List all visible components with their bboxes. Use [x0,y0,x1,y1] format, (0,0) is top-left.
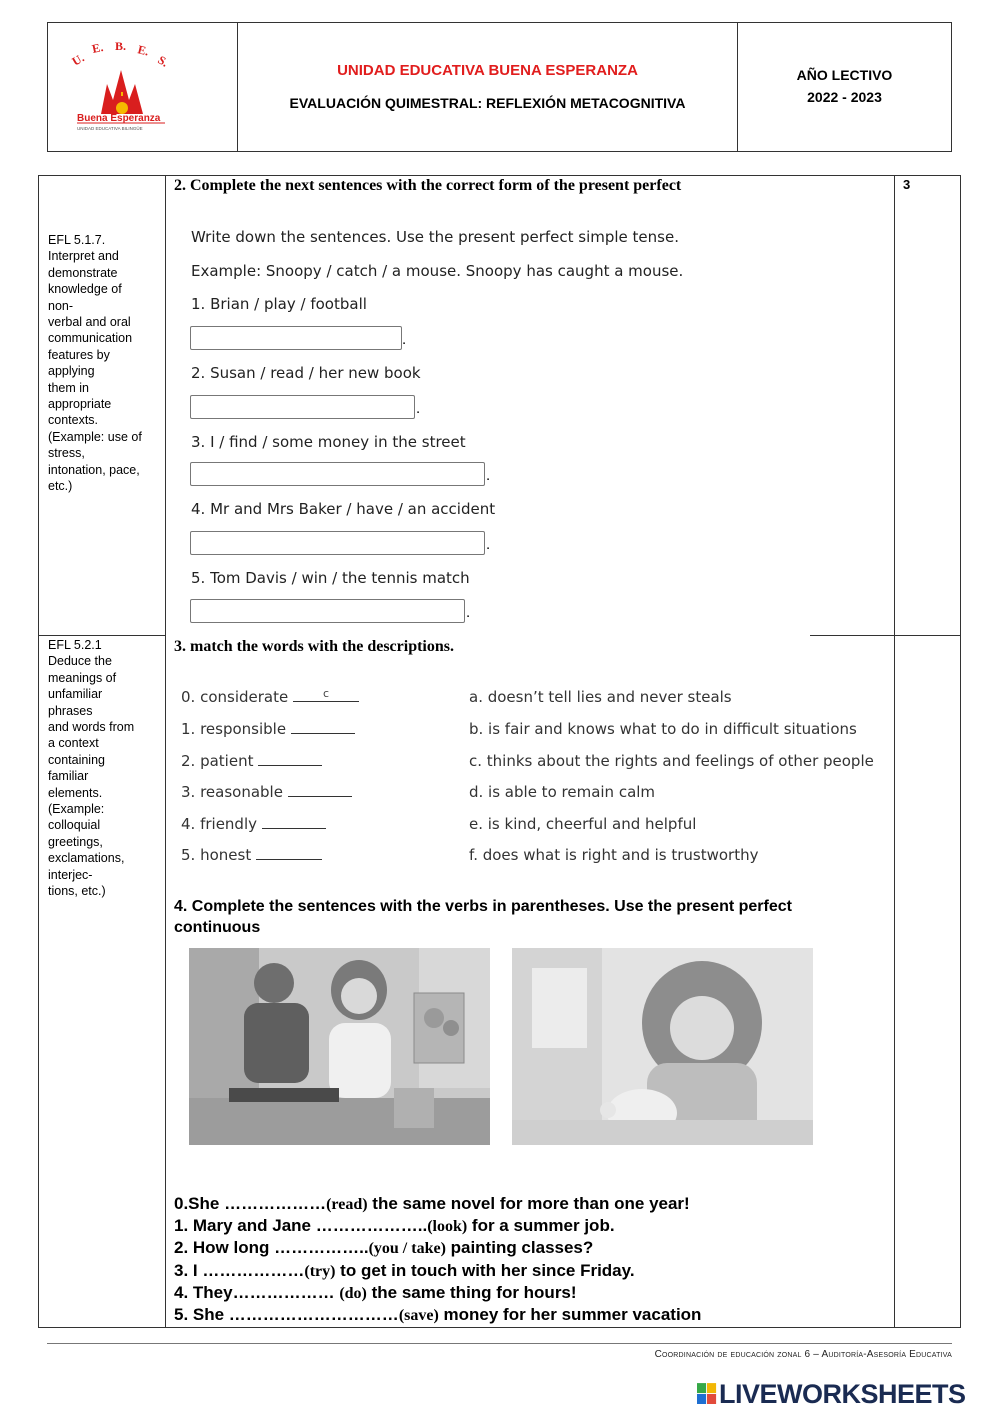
answer-input-5[interactable] [190,599,465,623]
prompt-3: 3. I / find / some money in the street [191,433,466,451]
word-2: 2. patient [181,752,322,770]
liveworksheets-text: LIVEWORKSHEETS [719,1378,966,1409]
school-name: UNIDAD EDUCATIVA BUENA ESPERANZA [337,62,638,79]
score-col-divider [894,175,895,636]
footer-divider [47,1343,952,1344]
year-range: 2022 - 2023 [807,89,882,105]
skill-1: EFL 5.1.7. Interpret and demonstrate knowledge of non- verbal and oral communication features by applying them in appropriate contexts. (Example: use of stress, intonation, pace, etc.) [48,233,142,494]
description-d: d. is able to remain calm [469,783,656,801]
svg-text:B.: B. [115,39,127,53]
table-col-divider [165,175,166,1328]
row-divider-right [810,635,961,636]
answer-0[interactable]: c [322,687,330,700]
description-b: b. is fair and knows what to do in difficult situations [469,720,857,738]
description-e: e. is kind, cheerful and helpful [469,815,697,833]
sentence-1: 1. Mary and Jane ………………..(look) for a summer job. [174,1216,615,1235]
svg-text:UNIDAD EDUCATIVA BILINGÜE: UNIDAD EDUCATIVA BILINGÜE [77,126,143,131]
prompt-2: 2. Susan / read / her new book [191,364,421,382]
sentence-2: 2. How long ……………..(you / take) painting classes? [174,1238,594,1257]
year-cell [737,22,952,152]
section-4-title-line1: 4. Complete the sentences with the verbs in parentheses. Use the present perfect [174,898,792,915]
example: Example: Snoopy / catch / a mouse. Snoopy has caught a mouse. [191,262,684,280]
section-4-title-line2: continuous [174,919,261,936]
period-1: . [402,331,407,348]
svg-text:E.: E. [90,39,105,56]
row-divider-left [38,635,166,636]
prompt-5: 5. Tom Davis / win / the tennis match [191,569,470,587]
answer-input-4[interactable] [190,531,485,555]
word-3: 3. reasonable [181,783,352,801]
svg-text:Buena Esperanza: Buena Esperanza [77,113,161,124]
footer-text: Coordinación de educación zonal 6 – Auditoría-Asesoría Educativa [654,1349,952,1360]
word-0: 0. considerate c [181,688,359,706]
sentence-0: 0.She ………………(read) the same novel for more than one year! [174,1194,690,1213]
period-4: . [486,536,491,553]
svg-text:U.: U. [69,50,87,69]
prompt-1: 1. Brian / play / football [191,295,367,313]
painting-couple-photo [189,948,490,1145]
word-1: 1. responsible [181,720,355,738]
period-3: . [486,467,491,484]
sentence-3: 3. I ………………(try) to get in touch with her since Friday. [174,1261,635,1280]
year-label: AÑO LECTIVO [796,67,893,83]
period-5: . [466,604,471,621]
skill-2: EFL 5.2.1 Deduce the meanings of unfamiliar phrases and words from a context containing familiar elements. (Example: colloquial greetings, exclamations, interjec- tions, etc.) [48,638,135,899]
word-5: 5. honest [181,846,322,864]
evaluation-title: EVALUACIÓN QUIMESTRAL: REFLEXIÓN METACOGNITIVA [289,95,686,111]
answer-input-2[interactable] [190,395,415,419]
instruction: Write down the sentences. Use the present perfect simple tense. [191,228,679,246]
section-2-title: 2. Complete the next sentences with the correct form of the present perfect [174,177,682,194]
answer-input-1[interactable] [190,326,402,350]
answer-input-3[interactable] [190,462,485,486]
description-c: c. thinks about the rights and feelings of other people [469,752,874,770]
svg-text:E.: E. [136,42,151,59]
word-4: 4. friendly [181,815,326,833]
prompt-4: 4. Mr and Mrs Baker / have / an accident [191,500,496,518]
school-logo [47,22,237,150]
liveworksheets-brand[interactable] [697,1376,966,1412]
section-3-title: 3. match the words with the descriptions. [174,638,454,655]
logo-cell [47,22,238,152]
liveworksheets-logo-icon [697,1382,717,1406]
sentence-4: 4. They……………… (do) the same thing for hours! [174,1283,577,1302]
description-f: f. does what is right and is trustworthy [469,846,759,864]
score-col-divider-2 [894,636,895,1328]
period-2: . [416,400,421,417]
sentence-5: 5. She …………………………(save) money for her summer vacation [174,1305,702,1324]
piggy-bank-photo [512,948,813,1145]
score-value: 3 [903,177,911,192]
svg-text:S.: S. [155,52,172,70]
description-a: a. doesn’t tell lies and never steals [469,688,732,706]
